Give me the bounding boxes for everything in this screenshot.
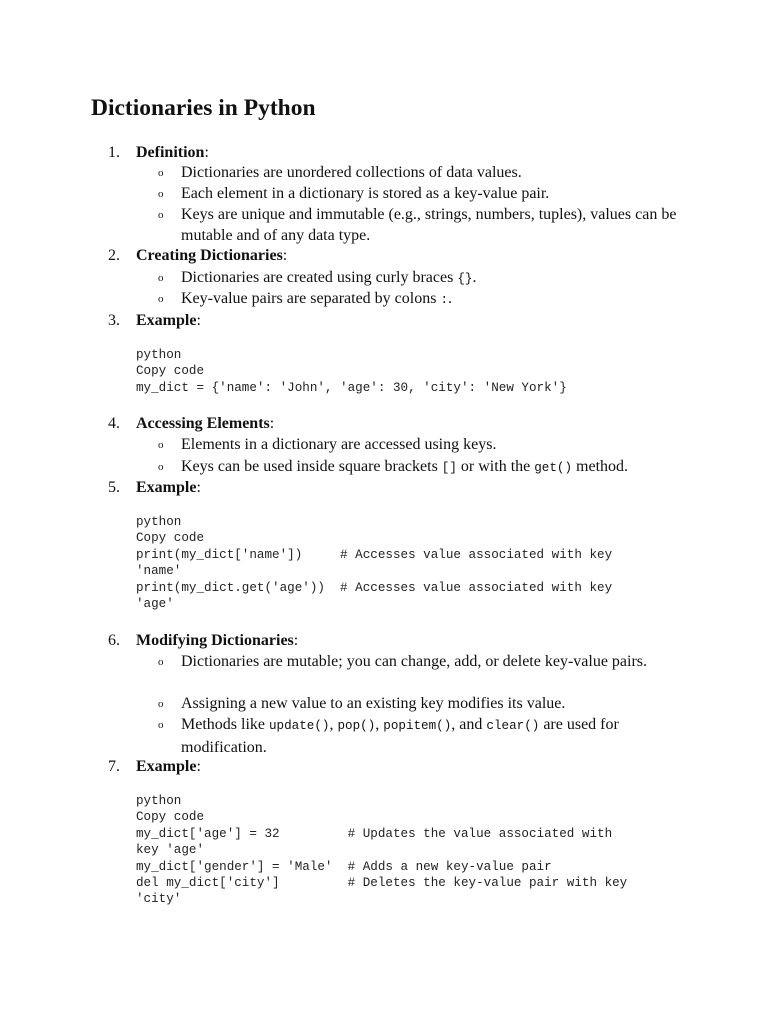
bullet-text	[181, 456, 686, 479]
section-number: 1.	[108, 144, 120, 161]
text-run: , and	[451, 716, 487, 733]
page-title: Dictionaries in Python	[91, 95, 316, 121]
text-run: Keys can be used inside square brackets	[181, 458, 442, 475]
section-heading-label: Example	[136, 758, 197, 775]
bullet-text: Elements in a dictionary are accessed using keys.	[181, 436, 497, 453]
bullet-marker: o	[158, 167, 164, 179]
bullet-marker: o	[158, 293, 164, 305]
bullet-marker: o	[158, 698, 164, 710]
code-block: python Copy code my_dict = {'name': 'John', 'age': 30, 'city': 'New York'}	[136, 348, 567, 395]
section-heading: Definition:	[136, 144, 209, 161]
section-number: 5.	[108, 479, 120, 496]
section-heading-label: Accessing Elements	[136, 415, 270, 432]
section-heading: Example:	[136, 479, 201, 496]
bullet-text: Assigning a new value to an existing key modifies its value.	[181, 695, 566, 712]
text-run: method.	[572, 458, 629, 475]
section-heading-label: Creating Dictionaries	[136, 247, 283, 264]
section-heading: Example:	[136, 758, 201, 775]
inline-code: get()	[534, 461, 573, 475]
bullet-text: Dictionaries are mutable; you can change, add, or delete key-value pairs.	[181, 653, 648, 670]
section-number: 4.	[108, 415, 120, 432]
inline-code: pop()	[337, 719, 376, 733]
text-run: ,	[375, 716, 384, 733]
text-run: Methods like	[181, 716, 269, 733]
section-heading-label: Modifying Dictionaries	[136, 632, 294, 649]
section-number: 3.	[108, 312, 120, 329]
text-run: Key-value pairs are separated by colons	[181, 290, 441, 307]
text-run: or with the	[456, 458, 535, 475]
bullet-text: Each element in a dictionary is stored as a key-value pair.	[181, 185, 550, 202]
inline-code: clear()	[486, 719, 540, 733]
section-number: 6.	[108, 632, 120, 649]
text-run: .	[472, 269, 477, 286]
section-heading-label: Example	[136, 312, 197, 329]
section-number: 2.	[108, 247, 120, 264]
text-run: are used for modification.	[181, 716, 619, 756]
section-heading: Accessing Elements:	[136, 415, 275, 432]
section-heading: Modifying Dictionaries:	[136, 632, 299, 649]
text-run: .	[448, 290, 453, 307]
bullet-text: Dictionaries are unordered collections of data values.	[181, 164, 522, 181]
bullet-text: Keys are unique and immutable (e.g., strings, numbers, tuples), values can be mutable and of any data type.	[181, 206, 677, 244]
section-heading-label: Definition	[136, 144, 205, 161]
inline-code: popitem()	[383, 719, 452, 733]
bullet-text	[181, 288, 686, 311]
section-heading: Example:	[136, 312, 201, 329]
section-number: 7.	[108, 758, 120, 775]
bullet-marker: o	[158, 272, 164, 284]
text-run: ,	[329, 716, 338, 733]
code-block: python Copy code my_dict['age'] = 32 # Updates the value associated with key 'age' my_dict['gender'] = 'Male' # Adds a new key-value pair del my_dict['city'] # Deletes the key-value pair with key 'city'	[136, 794, 628, 907]
text-run: Dictionaries are created using curly braces	[181, 269, 458, 286]
inline-code: :	[440, 293, 449, 307]
bullet-marker: o	[158, 656, 164, 668]
code-block: python Copy code print(my_dict['name']) # Accesses value associated with key 'name' print(my_dict.get('age')) # Accesses value associated with key 'age'	[136, 515, 613, 612]
inline-code: []	[441, 461, 457, 475]
bullet-marker: o	[158, 188, 164, 200]
bullet-marker: o	[158, 461, 164, 473]
bullet-text	[181, 714, 686, 758]
bullet-text	[181, 267, 686, 290]
inline-code: {}	[457, 272, 473, 286]
section-heading: Creating Dictionaries:	[136, 247, 288, 264]
bullet-marker: o	[158, 209, 164, 221]
bullet-marker: o	[158, 719, 164, 731]
bullet-marker: o	[158, 439, 164, 451]
inline-code: update()	[269, 719, 330, 733]
section-heading-label: Example	[136, 479, 197, 496]
